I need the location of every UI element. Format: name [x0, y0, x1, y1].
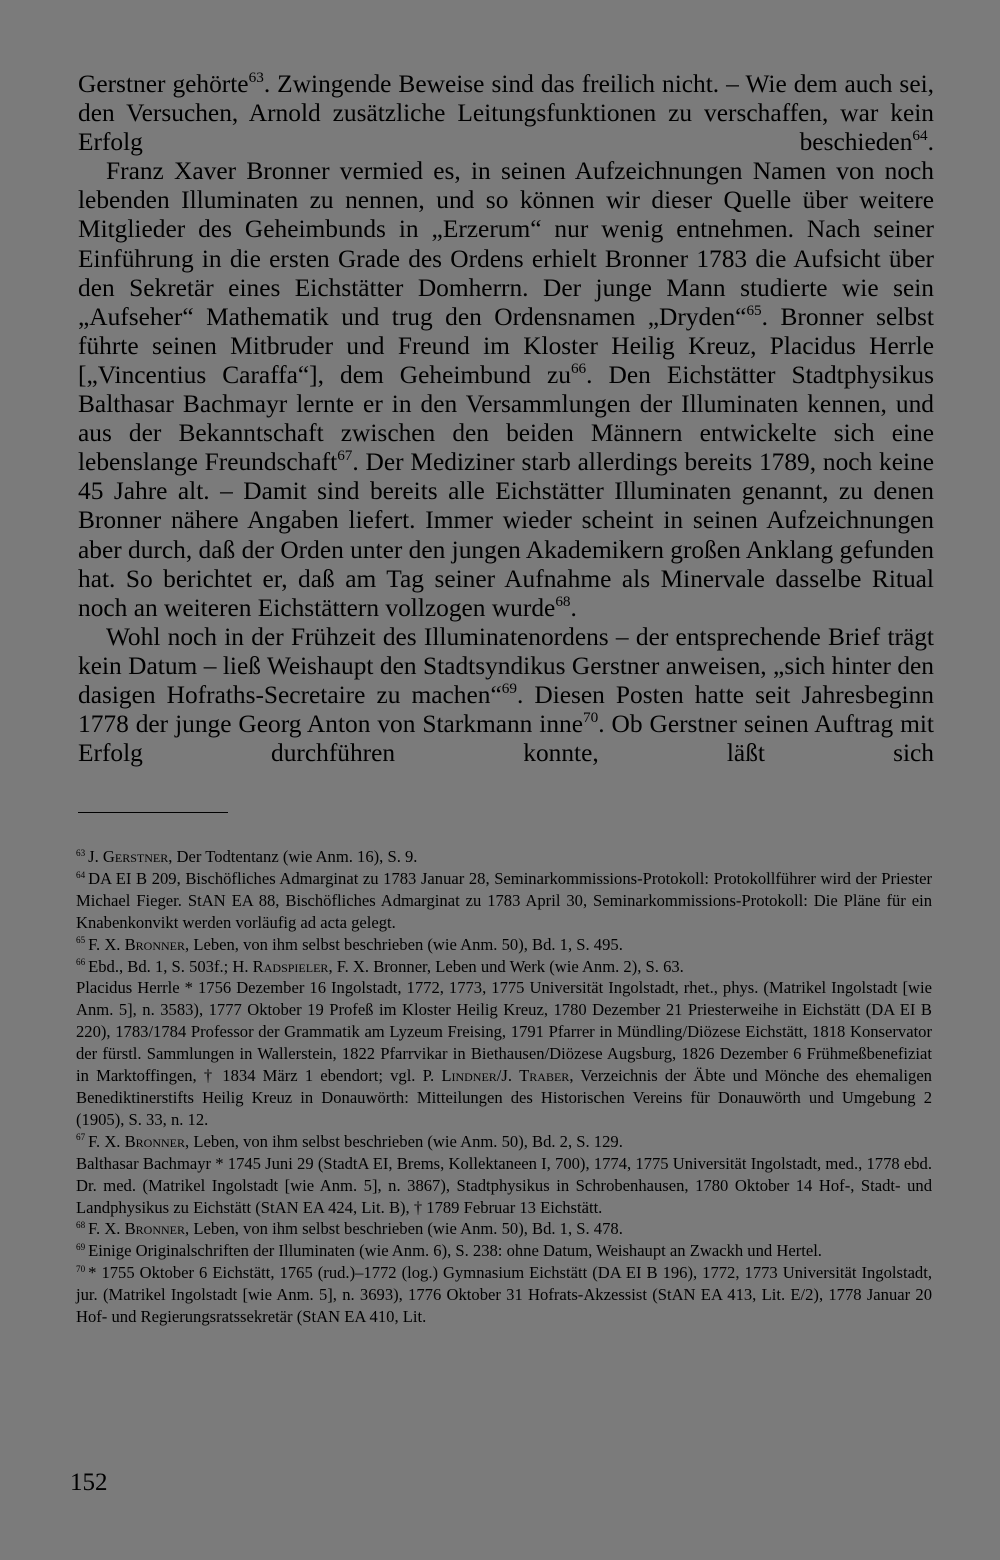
footnote-number: 68 — [76, 1220, 86, 1231]
footnote-ref[interactable]: 65 — [746, 301, 762, 319]
footnote-text: , Verzeichnis der Äbte und Mönche des ehemaligen Benediktinerstifts Heilig Kreuz in Donauwörth: Mitteilungen des Historischen Vereins für Donauwörth und Umgebung 2 (1905), S. 33, n. 12. — [76, 1066, 932, 1129]
footnote-text: /J. — [496, 1066, 520, 1086]
text-run: Franz Xaver Bronner vermied es, in seinen Aufzeichnungen Namen von noch lebenden Illuminaten zu nennen, und so können wir dieser Quelle über weitere Mitglieder des Geheimbunds in „Erzerum“ nur wenig entnehmen. Nach seiner Einführung in die ersten Grade des Ordens erhielt Bronner 1783 die Aufsicht über den Sekretär eines Eichstätter Domherrn. Der junge Mann studierte wie sein „Aufseher“ Mathematik und trug den Ordensnamen „Dryden“ — [78, 157, 934, 331]
footnote-ref[interactable]: 63 — [248, 69, 264, 87]
page-number: 152 — [70, 1469, 108, 1496]
author-name: H. Radspieler — [232, 956, 329, 976]
footnote-63 — [76, 846, 932, 868]
footnote-number: 67 — [76, 1132, 86, 1143]
text-run: . Den Eichstätter Stadtphysikus Balthasar Bachmayr lernte er in den Versammlungen der Illuminaten kennen, und aus der Bekanntschaft zwischen den beiden Männern entwickelte sich eine lebenslange Freundschaft — [78, 360, 935, 477]
text-run: . Bronner selbst führte seinen Mitbruder und Freund im Kloster Heilig Kreuz, Placidus Herrle [„Vincentius Caraffa“], dem Geheimbund zu — [78, 302, 934, 389]
paragraph-2 — [78, 157, 934, 623]
footnote-text: Balthasar Bachmayr * 1745 Juni 29 (StadtA EI, Brems, Kollektaneen I, 700), 1774, 1775 Universität Ingolstadt, med., 1778 ebd. Dr. med. (Matrikel Ingolstadt [wie Anm. 5], n. 3867), Stadtphysikus in Schrobenhausen, 1780 Oktober 14 Hof-, Stadt- und Landphysikus zu Eichstätt (StAN EA 424, Lit. B), † 1789 Februar 13 Eichstätt. — [76, 1153, 932, 1217]
main-text — [78, 70, 934, 768]
footnote-text: , Leben, von ihm selbst beschrieben (wie Anm. 50), Bd. 1, S. 495. — [185, 934, 623, 954]
text-run: Gerstner gehörte — [78, 70, 249, 98]
text-run: . Diesen Posten hatte seit Jahresbeginn 1778 der junge Georg Anton von Starkmann inne — [78, 680, 934, 739]
footnote-ref[interactable]: 68 — [555, 592, 571, 610]
text-run: Wohl noch in der Frühzeit des Illuminatenordens – der entsprechende Brief trägt kein Datum – ließ Weishaupt den Stadtsyndikus Gerstner anweisen, „sich hinter den dasigen Hofraths-Secretaire zu machen“ — [78, 622, 934, 709]
footnote-68 — [76, 1218, 932, 1240]
footnote-67 — [76, 1131, 932, 1153]
footnote-ref[interactable]: 69 — [501, 680, 517, 698]
footnote-ref[interactable]: 67 — [337, 447, 353, 465]
footnote-number: 63 — [76, 847, 86, 858]
author-name: J. Gerstner — [88, 847, 169, 866]
paragraph-3 — [78, 623, 934, 768]
footnote-divider — [78, 812, 228, 813]
footnote-70 — [76, 1262, 932, 1328]
author-name: Lindner — [441, 1066, 497, 1086]
footnote-number: 66 — [76, 957, 86, 968]
footnote-text: Ebd., Bd. 1, S. 503f.; — [88, 956, 233, 976]
text-run: . Zwingende Beweise sind das freilich nicht. – Wie dem auch sei, den Versuchen, Arnold zusätzliche Leitungsfunktionen zu verschaffen, war kein Erfolg beschieden — [78, 70, 934, 157]
footnote-text: DA EI B 209, Bischöfliches Admarginat zu 1783 Januar 28, Seminarkommissions-Protokoll: Protokollführer wird der Priester Michael Fieger. StAN EA 88, Bischöfliches Admarginat zu 1783 April 30, Seminarkommissions-Protokoll: Die Pläne für ein Knabenkonvikt werden vorläufig ad acta gelegt. — [76, 868, 932, 932]
footnote-text: Placidus Herrle * 1756 Dezember 16 Ingolstadt, 1772, 1773, 1775 Universität Ingolstadt, rhet., phys. (Matrikel Ingolstadt [wie Anm. 5], n. 3583), 1777 Oktober 19 Profeß im Kloster Heilig Kreuz, 1780 Dezember 21 Priesterweihe in Eichstätt (DA EI B 220), 1783/1784 Professor der Grammatik am Lyzeum Freising, 1791 Pfarrer in Mündling/Diözese Eichstätt, 1818 Konservator der fürstl. Sammlungen in Wallerstein, 1822 Pfarrvikar in Biethausen/Diözese Augsburg, 1826 Dezember 6 Frühmeßbenefiziat in Marktoffingen, † 1834 März 1 ebendort; vgl. P. — [76, 978, 932, 1086]
footnote-text: , Leben, von ihm selbst beschrieben (wie Anm. 50), Bd. 2, S. 129. — [185, 1131, 623, 1151]
text-run: . — [927, 128, 934, 157]
footnote-text: , F. X. Bronner, Leben und Werk (wie Anm. 2), S. 63. — [328, 956, 684, 976]
footnote-text: Einige Originalschriften der Illuminaten (wie Anm. 6), S. 238: ohne Datum, Weishaupt an Zwackh und Hertel. — [88, 1241, 822, 1261]
footnote-65 — [76, 934, 932, 956]
footnote-text: , Der Todtentanz (wie Anm. 16), S. 9. — [168, 847, 418, 866]
footnote-text: * 1755 Oktober 6 Eichstätt, 1765 (rud.)–1772 (log.) Gymnasium Eichstätt (DA EI B 196), 1772, 1773 Universität Ingolstadt, jur. (Matrikel Ingolstadt [wie Anm. 5], n. 3693), 1776 Oktober 31 Hofrats-Akzessist (StAN EA 413, Lit. E/2), 1778 Januar 20 Hof- und Regierungsratssekretär (StAN EA 410, Lit. — [76, 1263, 932, 1327]
footnote-66 — [76, 956, 932, 978]
footnote-ref[interactable]: 66 — [570, 360, 587, 378]
author-name: Traber — [519, 1066, 570, 1086]
footnote-67-continued — [76, 1153, 932, 1219]
author-name: F. X. Bronner — [88, 934, 186, 954]
footnote-69 — [76, 1240, 932, 1262]
text-run: . Der Mediziner starb allerdings bereits 1789, noch keine 45 Jahre alt. – Damit sind bereits alle Eichstätter Illuminaten genannt, zu denen Bronner nähere Angaben liefert. Immer wieder scheint in seinen Aufzeichnungen aber durch, daß der Orden unter den jungen Akademikern großen Anklang gefunden hat. So berichtet er, daß am Tag seiner Aufnahme als Minervale dasselbe Ritual noch an weiteren Eichstättern vollzogen wurde — [78, 448, 934, 622]
footnote-66-continued — [76, 977, 932, 1130]
footnote-ref[interactable]: 70 — [583, 709, 599, 727]
footnote-64 — [76, 868, 932, 934]
footnote-number: 69 — [76, 1241, 86, 1252]
footnotes — [76, 846, 932, 1328]
footnote-number: 64 — [76, 869, 86, 880]
text-run: . — [570, 593, 577, 622]
text-run: . Ob Gerstner seinen Auftrag mit Erfolg durchführen konnte, läßt sich — [78, 710, 934, 768]
footnote-text: , Leben, von ihm selbst beschrieben (wie Anm. 50), Bd. 1, S. 478. — [185, 1219, 623, 1239]
footnote-number: 65 — [76, 935, 86, 946]
paragraph-1 — [78, 70, 934, 157]
footnote-ref[interactable]: 64 — [912, 127, 928, 145]
author-name: F. X. Bronner — [88, 1131, 186, 1151]
author-name: F. X. Bronner — [88, 1219, 186, 1239]
footnote-number: 70 — [76, 1263, 86, 1274]
